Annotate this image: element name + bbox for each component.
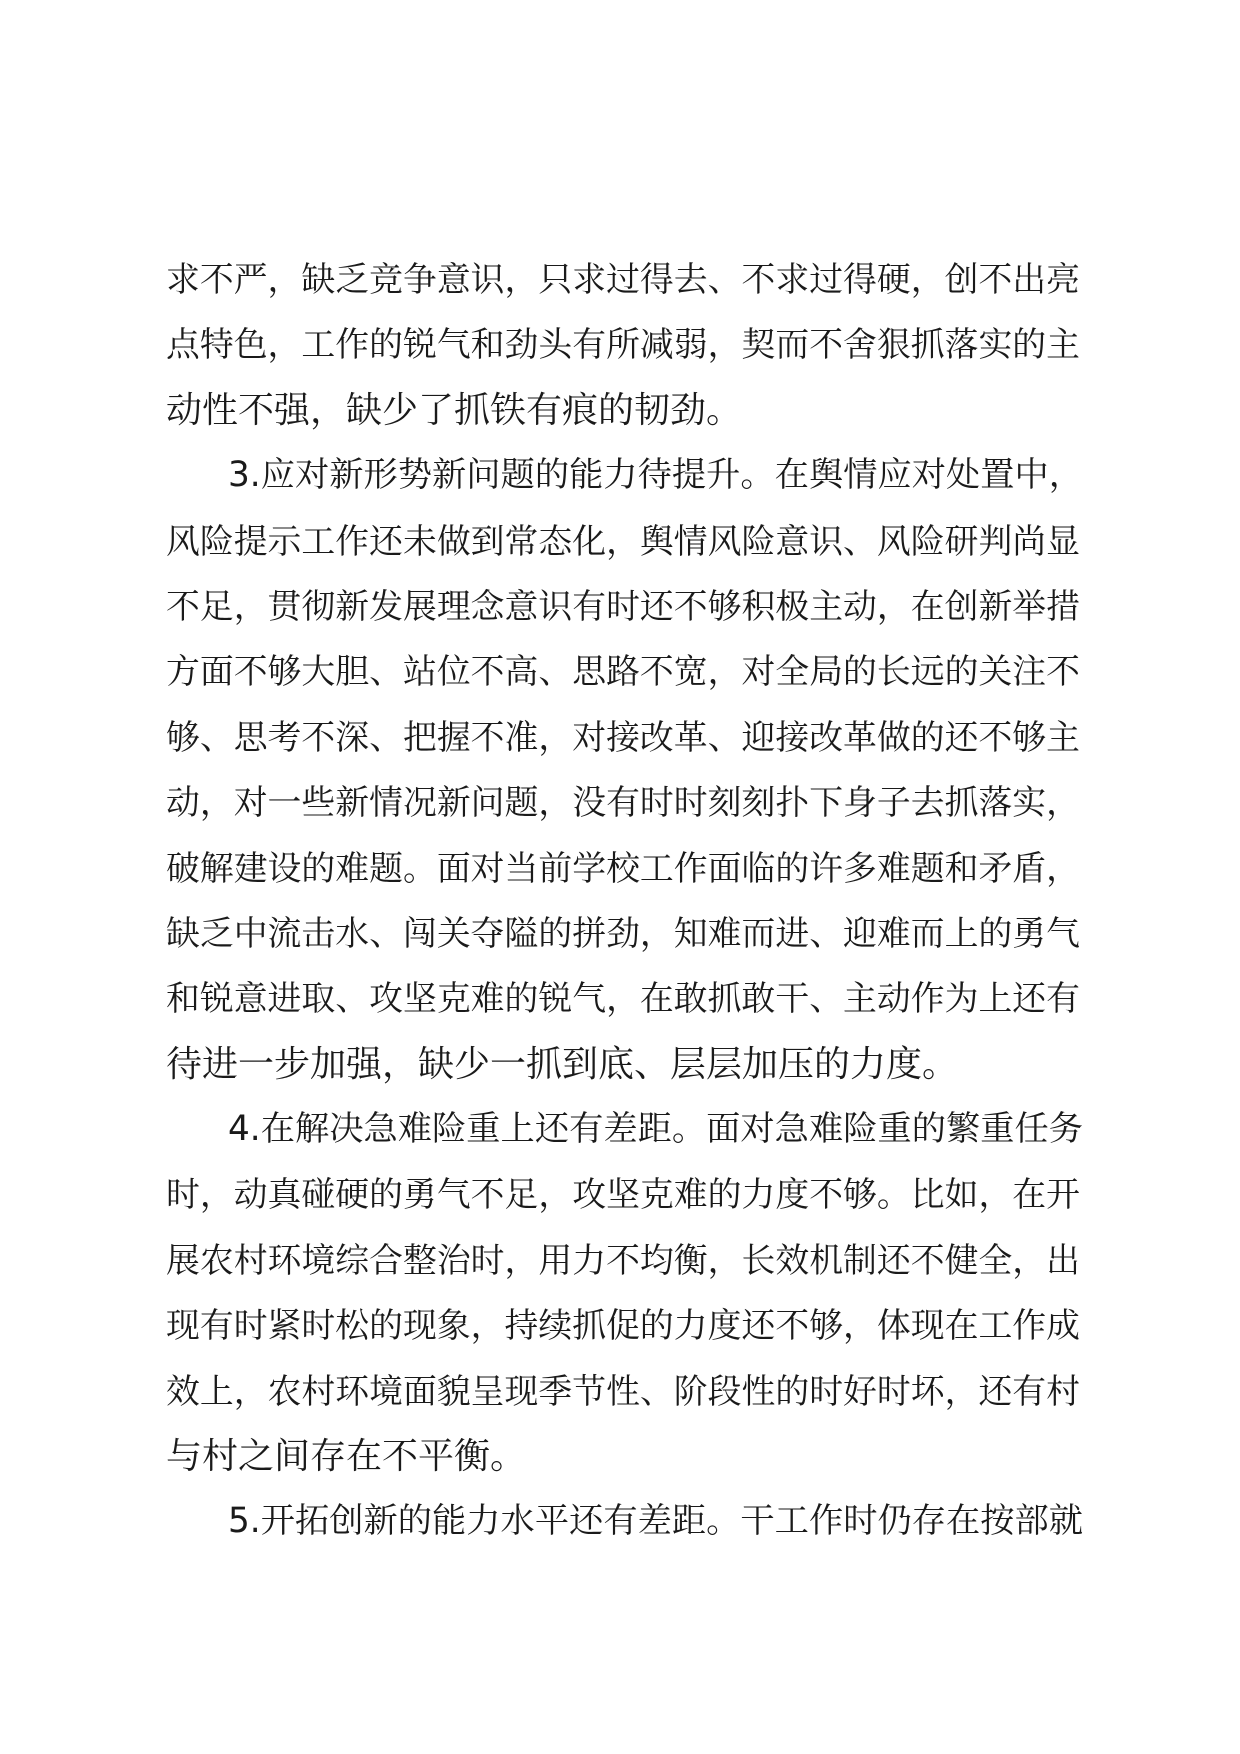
text-line: 和锐意进取、攻坚克难的锐气，在敢抓敢干、主动作为上还有 — [166, 979, 1080, 1019]
text-line: 现有时紧时松的现象，持续抓促的力度还不够，体现在工作成 — [166, 1306, 1080, 1346]
text-line: 方面不够大胆、站位不高、思路不宽，对全局的长远的关注不 — [166, 652, 1080, 692]
body-text — [166, 247, 1084, 1555]
text-line: 够、思考不深、把握不准，对接改革、迎接改革做的还不够主 — [166, 717, 1080, 757]
text-line: 待进一步加强，缺少一抓到底、层层加压的力度。 — [166, 1043, 959, 1085]
text-line: 破解建设的难题。面对当前学校工作面临的许多难题和矛盾， — [166, 848, 1080, 888]
text-line: 与村之间存在不平衡。 — [166, 1436, 527, 1478]
text-line: 动性不强，缺少了抓铁有痕的韧劲。 — [166, 389, 743, 431]
text-line: 展农村环境综合整治时，用力不均衡，长效机制还不健全，出 — [166, 1240, 1080, 1280]
text-line: 动，对一些新情况新问题，没有时时刻刻扑下身子去抓落实， — [166, 783, 1080, 823]
paragraph-3-first-line: 3.应对新形势新问题的能力待提升。在舆情应对处置中， — [228, 455, 1084, 496]
text-line: 时，动真碰硬的勇气不足，攻坚克难的力度不够。比如，在开 — [166, 1175, 1080, 1215]
text-line: 求不严，缺乏竞争意识，只求过得去、不求过得硬，创不出亮 — [166, 260, 1080, 299]
text-line: 点特色，工作的锐气和劲头有所减弱，契而不舍狠抓落实的主 — [166, 325, 1080, 365]
text-line: 缺乏中流击水、闯关夺隘的拼劲，知难而进、迎难而上的勇气 — [166, 913, 1080, 953]
text-line: 风险提示工作还未做到常态化，舆情风险意识、风险研判尚显 — [166, 521, 1080, 561]
text-line: 不足，贯彻新发展理念意识有时还不够积极主动，在创新举措 — [166, 586, 1080, 626]
text-line: 效上，农村环境面貌呈现季节性、阶段性的时好时坏，还有村 — [166, 1371, 1080, 1411]
paragraph-5-first-line: 5.开拓创新的能力水平还有差距。干工作时仍存在按部就 — [228, 1501, 1084, 1542]
paragraph-4-first-line: 4.在解决急难险重上还有差距。面对急难险重的繁重任务 — [228, 1109, 1084, 1150]
